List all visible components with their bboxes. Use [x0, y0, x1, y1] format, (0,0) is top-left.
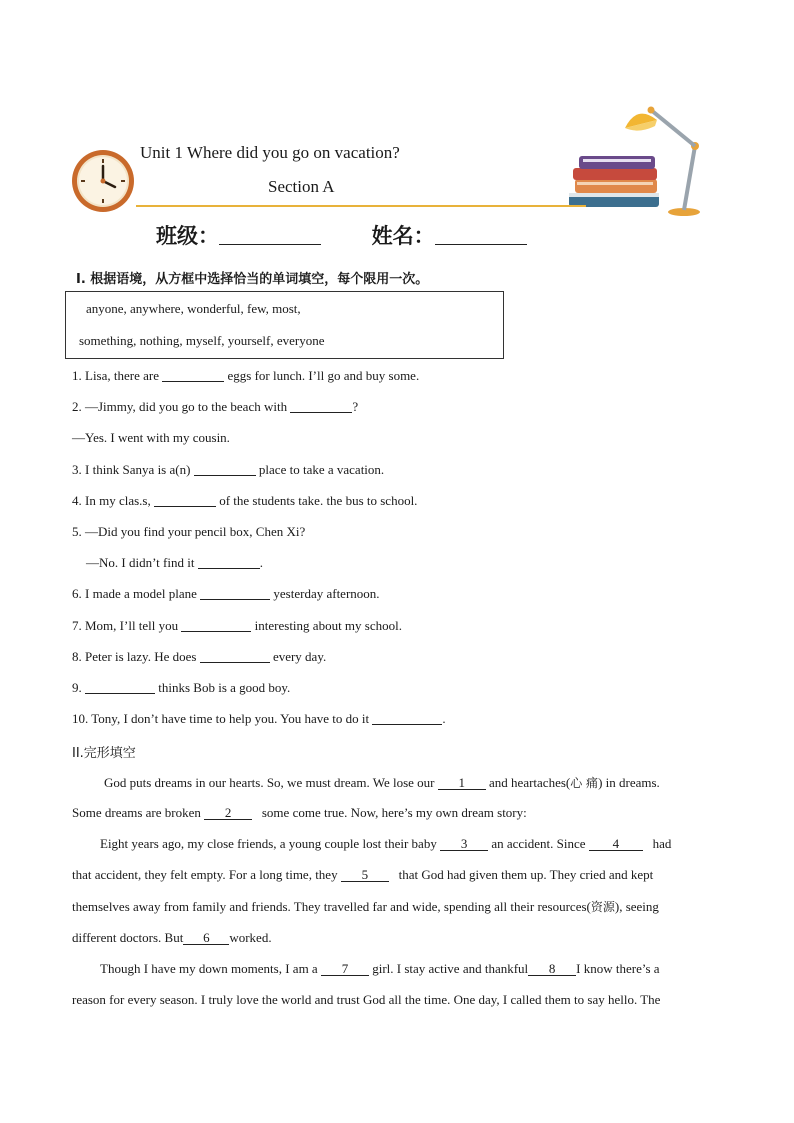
part1-heading: Ⅰ. 根据语境，从方框中选择恰当的单词填空，每个限用一次。 [76, 272, 429, 287]
question-2: 2. —Jimmy, did you go to the beach with ? [72, 399, 359, 414]
answer-blank-7[interactable] [181, 618, 251, 632]
cloze-blank-7[interactable]: 7 [321, 962, 369, 976]
word-bank-line-2: something, nothing, myself, yourself, everyone [79, 333, 325, 348]
class-blank[interactable] [219, 224, 321, 245]
cloze-line-1: God puts dreams in our hearts. So, we must dream. We lose our 1 and heartaches(心 痛) in dreams. [104, 775, 660, 790]
question-10: 10. Tony, I don’t have time to help you. You have to do it . [72, 711, 446, 726]
page-title: Unit 1 Where did you go on vacation? [140, 143, 400, 162]
section-title: Section A [268, 177, 335, 196]
word-bank-line-1: anyone, anywhere, wonderful, few, most, [86, 301, 301, 316]
desk-lamp-books-illustration [565, 98, 715, 220]
answer-blank-2[interactable] [290, 399, 352, 413]
question-5-answer: —No. I didn’t find it . [86, 555, 263, 570]
question-8: 8. Peter is lazy. He does every day. [72, 649, 327, 664]
answer-blank-10[interactable] [372, 711, 442, 725]
answer-blank-5[interactable] [198, 555, 260, 569]
question-6: 6. I made a model plane yesterday afternoon. [72, 586, 380, 601]
answer-blank-8[interactable] [200, 649, 270, 663]
cloze-blank-1[interactable]: 1 [438, 776, 486, 790]
cloze-blank-6[interactable]: 6 [183, 931, 229, 945]
cloze-line-8: reason for every season. I truly love the world and trust God all the time. One day, I called them to say hello. The [72, 992, 661, 1007]
answer-blank-3[interactable] [194, 462, 256, 476]
cloze-blank-4[interactable]: 4 [589, 837, 643, 851]
answer-blank-4[interactable] [154, 493, 216, 507]
part2-heading: II.完形填空 [72, 746, 136, 761]
answer-blank-1[interactable] [162, 368, 224, 382]
cloze-blank-2[interactable]: 2 [204, 806, 252, 820]
cloze-line-6: different doctors. But 6 worked. [72, 930, 272, 945]
cloze-line-2: Some dreams are broken 2 some come true. Now, here’s my own dream story: [72, 805, 527, 820]
cloze-blank-8[interactable]: 8 [528, 962, 576, 976]
answer-blank-9[interactable] [85, 680, 155, 694]
question-3: 3. I think Sanya is a(n) place to take a vacation. [72, 462, 385, 477]
cloze-line-3: Eight years ago, my close friends, a young couple lost their baby 3 an accident. Since 4 had [100, 836, 672, 851]
student-info-row [156, 220, 527, 250]
name-label: 姓名： [371, 224, 435, 248]
cloze-line-4: that accident, they felt empty. For a long time, they 5 that God had given them up. They cried and kept [72, 867, 654, 882]
question-4: 4. In my clas.s, of the students take. the bus to school. [72, 493, 418, 508]
header-divider [136, 205, 586, 207]
cloze-line-5: themselves away from family and friends. They travelled far and wide, spending all their resources(资源), seeing [72, 899, 659, 914]
question-5: 5. —Did you find your pencil box, Chen Xi? [72, 524, 306, 539]
answer-blank-6[interactable] [200, 586, 270, 600]
question-7: 7. Mom, I’ll tell you interesting about my school. [72, 618, 402, 633]
clock-icon [70, 148, 136, 214]
cloze-blank-3[interactable]: 3 [440, 837, 488, 851]
word-bank-box [65, 291, 504, 359]
question-2-answer: —Yes. I went with my cousin. [72, 430, 230, 445]
name-blank[interactable] [435, 224, 527, 245]
question-9: 9. thinks Bob is a good boy. [72, 680, 291, 695]
cloze-line-7: Though I have my down moments, I am a 7 girl. I stay active and thankful 8 I know there’s a [100, 961, 660, 976]
class-label: 班级： [156, 224, 219, 248]
cloze-blank-5[interactable]: 5 [341, 868, 389, 882]
question-1: 1. Lisa, there are eggs for lunch. I’ll go and buy some. [72, 368, 420, 383]
